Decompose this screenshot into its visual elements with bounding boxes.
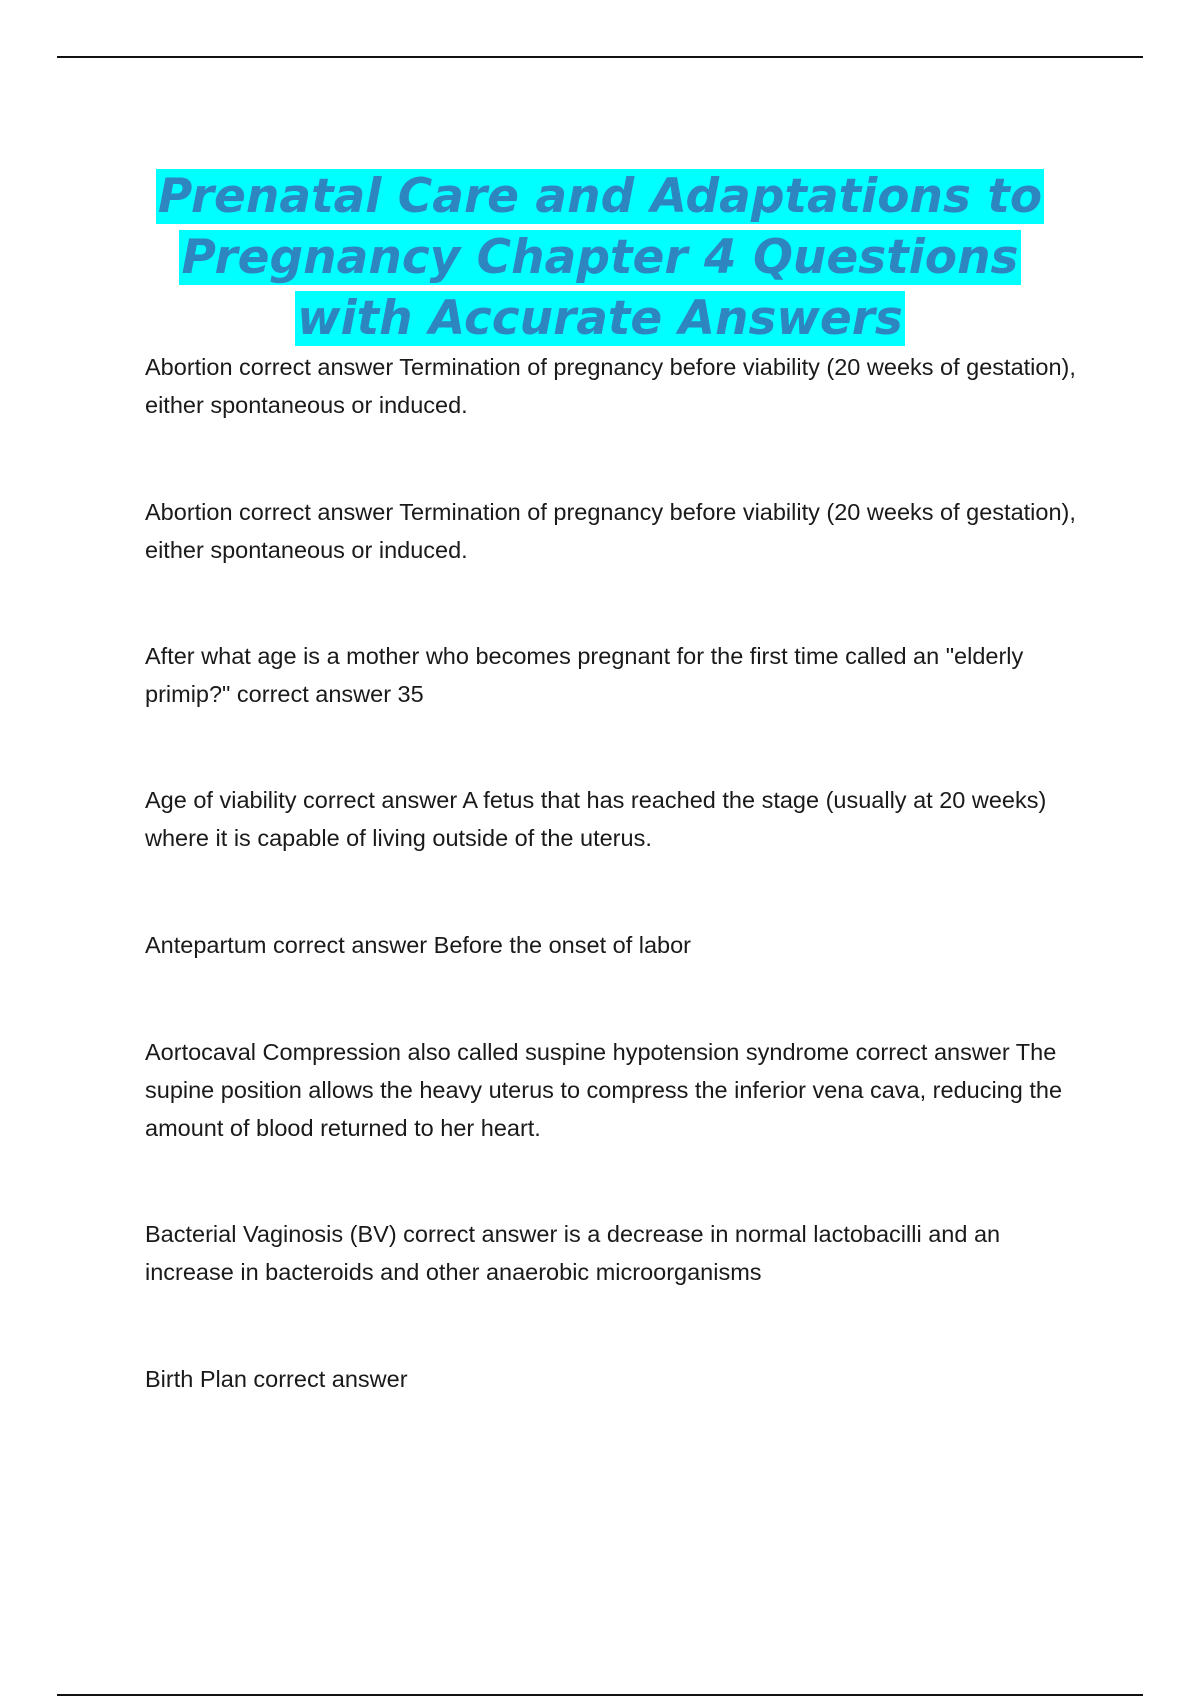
title-line-2: Pregnancy Chapter 4 Questions: [181, 230, 1019, 285]
qa-entry-birth-plan: Birth Plan correct answer: [145, 1366, 408, 1392]
title-line-3: with Accurate Answers: [297, 291, 903, 346]
qa-entry-elderly-primip: After what age is a mother who becomes pregnant for the first time called an "elderly primip?" correct answer 35: [145, 643, 1024, 707]
header-rule: [57, 56, 1143, 58]
footer-rule: [57, 1694, 1143, 1696]
page-title: [100, 166, 1100, 349]
qa-entry-aortocaval-compression: Aortocaval Compression also called suspine hypotension syndrome correct answer The supine position allows the heavy uterus to compress the inferior vena cava, reducing the amount of blood returned to her heart.: [145, 1039, 1063, 1141]
qa-entry-antepartum: Antepartum correct answer Before the onset of labor: [145, 932, 692, 958]
title-line-1: Prenatal Care and Adaptations to: [157, 169, 1043, 224]
qa-entry-abortion: Abortion correct answer Termination of pregnancy before viability (20 weeks of gestation), either spontaneous or induced.: [145, 354, 1076, 418]
qa-entry-abortion-repeat: Abortion correct answer Termination of pregnancy before viability (20 weeks of gestation), either spontaneous or induced.: [145, 499, 1076, 563]
qa-entry-age-of-viability: Age of viability correct answer A fetus that has reached the stage (usually at 20 weeks) where it is capable of living outside of the uterus.: [145, 787, 1047, 851]
qa-entry-bacterial-vaginosis: Bacterial Vaginosis (BV) correct answer is a decrease in normal lactobacilli and an increase in bacteroids and other anaerobic microorganisms: [145, 1221, 1001, 1285]
